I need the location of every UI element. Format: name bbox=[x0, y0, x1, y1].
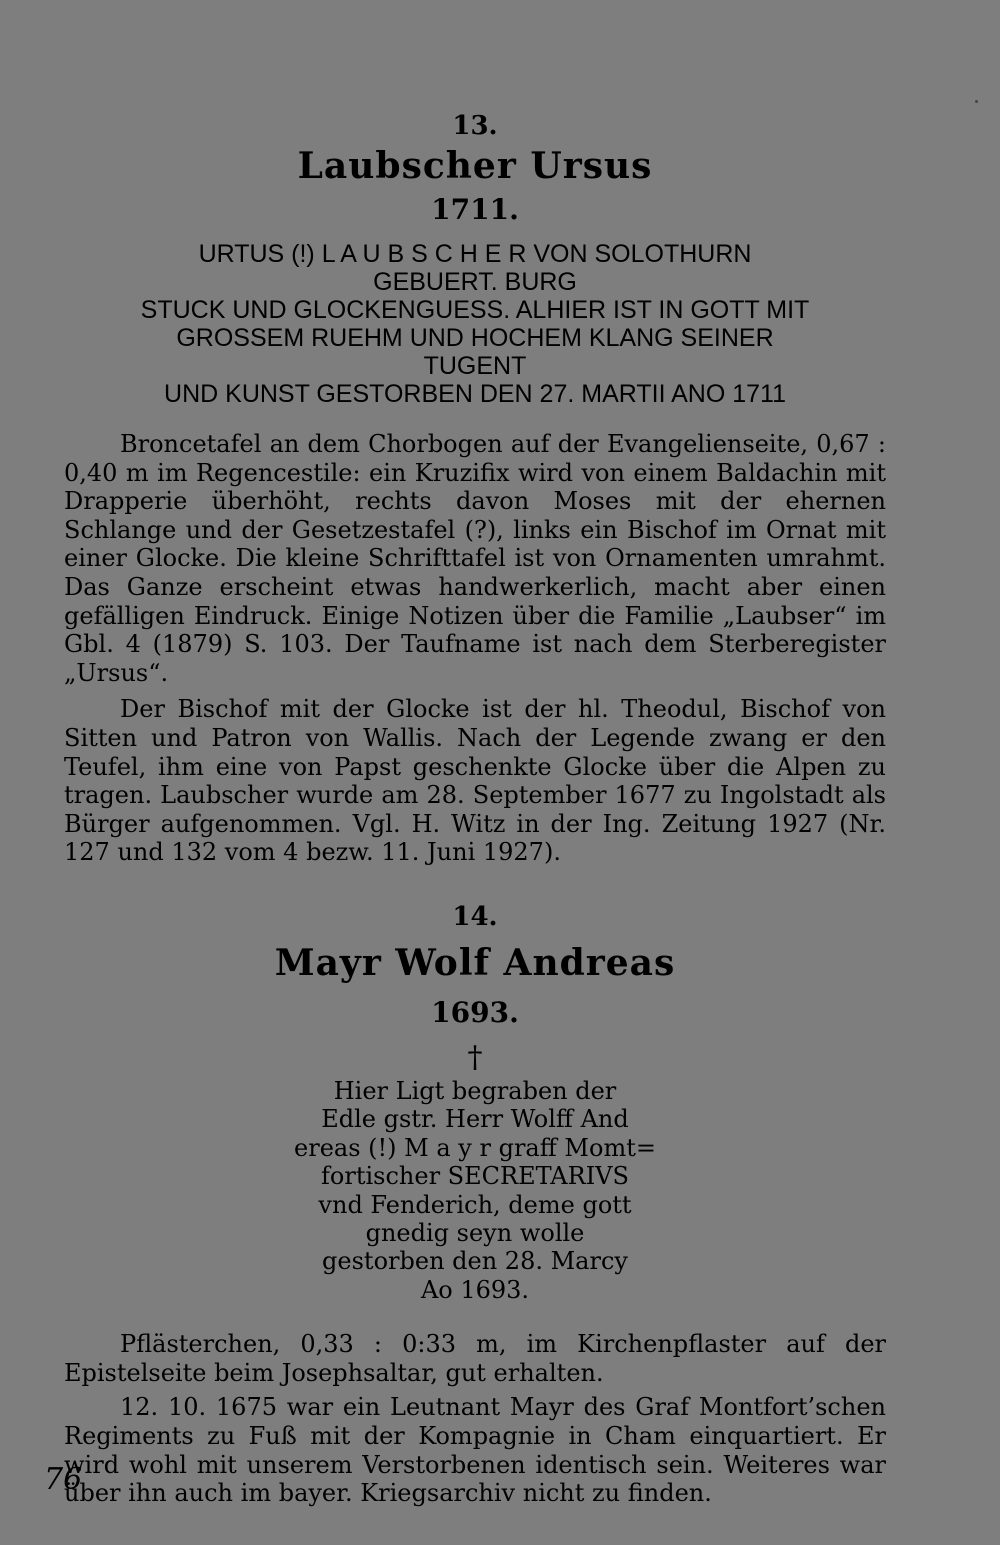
inscription-line: fortischer SECRETARIVS bbox=[321, 1162, 629, 1191]
entry-year-14: 1693. bbox=[431, 995, 519, 1029]
scan-speck bbox=[975, 100, 978, 103]
description-paragraph: 12. 10. 1675 war ein Leutnant Mayr des Graf Montfort’schen Regiments zu Fuß mit der Kompagnie in Cham einquartiert. Er wird wohl mit unserem Verstorbenen identisch sein. Weiteres war über ihn auch im bayer. Kriegsarchiv nicht zu finden. bbox=[64, 1393, 886, 1508]
entry-title-mayr: Mayr Wolf Andreas bbox=[274, 941, 676, 984]
entry-number-13: 13. bbox=[452, 111, 498, 141]
inscription-line: TUGENT bbox=[423, 352, 527, 380]
inscription-line: UND KUNST GESTORBEN DEN 27. MARTII ANO 1711 bbox=[164, 380, 786, 408]
inscription-line: GEBUERT. BURG bbox=[373, 268, 577, 296]
inscription-line: Edle gstr. Herr Wolff And bbox=[321, 1105, 629, 1134]
inscription-line: ereas (!) M a y r graff Momt= bbox=[294, 1133, 656, 1162]
inscription-line: GROSSEM RUEHM UND HOCHEM KLANG SEINER bbox=[176, 324, 774, 352]
inscription-14 bbox=[64, 1077, 886, 1304]
inscription-line: vnd Fenderich, deme gott bbox=[318, 1190, 632, 1219]
entry-title-laubscher: Laubscher Ursus bbox=[297, 145, 653, 187]
description-paragraph: Der Bischof mit der Glocke ist der hl. Theodul, Bischof von Sitten und Patron von Wallis. Nach der Legende zwang er den Teufel, ihm eine von Papst geschenkte Glocke über die Alpen zu tragen. Laubscher wurde am 28. September 1677 zu Ingolstadt als Bürger aufgenommen. Vgl. H. Witz in der Ing. Zeitung 1927 (Nr. 127 und 132 vom 4 bezw. 11. Juni 1927). bbox=[64, 695, 886, 867]
inscription-line: URTUS (!) L A U B S C H E R VON SOLOTHURN bbox=[198, 240, 752, 268]
entry-year-13: 1711. bbox=[431, 193, 519, 226]
page-number: 76 bbox=[44, 1462, 83, 1497]
description-paragraph: Pflästerchen, 0,33 : 0:33 m, im Kirchenpflaster auf der Epistelseite beim Josephsaltar, gut erhalten. bbox=[64, 1330, 886, 1387]
description-paragraph: Broncetafel an dem Chorbogen auf der Evangelienseite, 0,67 : 0,40 m im Regencestile: ein Kruzifix wird von einem Baldachin mit Drapperie überhöht, rechts davon Moses mit der ehernen Schlange und der Gesetzestafel (?), links ein Bischof im Ornat mit einer Glocke. Die kleine Schrifttafel ist von Ornamenten umrahmt. Das Ganze erscheint etwas handwerkerlich, macht aber einen gefälligen Eindruck. Einige Notizen über die Familie „Laubser“ im Gbl. 4 (1879) S. 103. Der Taufname ist nach dem Sterberegister „Ursus“. bbox=[64, 430, 886, 687]
inscription-13 bbox=[64, 240, 886, 408]
inscription-line: gnedig seyn wolle bbox=[365, 1218, 585, 1247]
cross-icon: † bbox=[467, 1039, 483, 1075]
inscription-line: Ao 1693. bbox=[420, 1275, 530, 1304]
entry-number-14: 14. bbox=[452, 901, 498, 932]
inscription-line: gestorben den 28. Marcy bbox=[322, 1247, 628, 1276]
inscription-line: Hier Ligt begraben der bbox=[333, 1076, 617, 1105]
inscription-line: STUCK UND GLOCKENGUESS. ALHIER IST IN GOTT MIT bbox=[140, 296, 810, 324]
page-body bbox=[64, 110, 886, 1508]
